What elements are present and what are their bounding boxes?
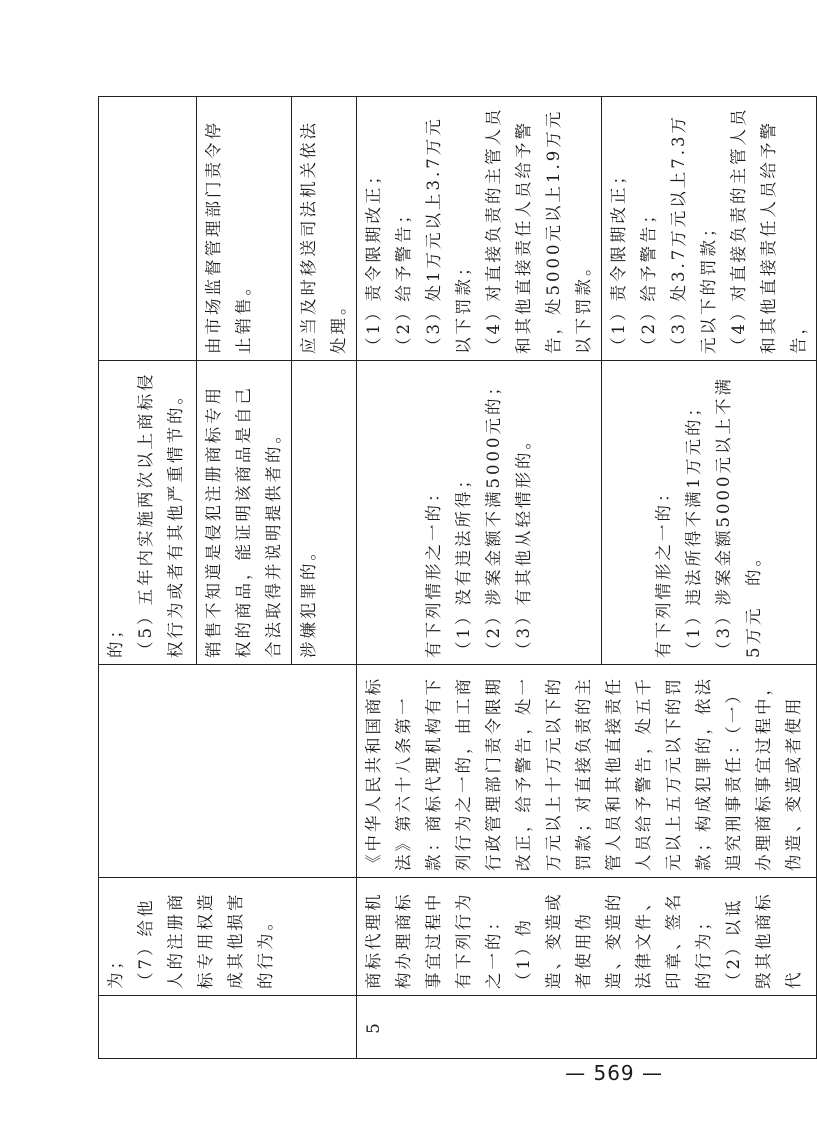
standard-line: （4）对直接负责的主管人员和其他直接责任人员给予警告， — [729, 106, 808, 354]
row-number-cell — [99, 996, 357, 1059]
situation-cell: 涉嫌犯罪的。 — [292, 361, 357, 665]
situation-line: （1）违法所得不满1万元的； — [684, 397, 703, 658]
situation-line: （3）涉案金额5000元以上不满5万元 的。 — [714, 376, 763, 658]
standard-cell: 应当及时移送司法机关依法处理。 — [292, 97, 357, 361]
standard-cell — [357, 97, 602, 361]
behavior-line: （7）给他人的注册商标专用权造成其他损害的行为。 — [136, 891, 275, 989]
legal-basis-cell — [99, 665, 357, 878]
behavior-cell — [99, 878, 357, 996]
row-number-cell: 5 — [357, 996, 817, 1059]
rotated-table-wrapper — [98, 97, 808, 1059]
situation-cell — [357, 361, 602, 665]
situation-cell — [602, 361, 817, 665]
behavior-line: 为； — [106, 950, 125, 989]
situation-line: （3）有其他从轻情形的。 — [514, 430, 533, 658]
standard-line: （2）给予警告； — [639, 204, 658, 354]
standard-cell: 由市场监督管理部门责令停止销售。 — [197, 97, 292, 361]
standard-line: （2）给予警告； — [394, 204, 413, 354]
standard-line: （4）对直接负责的主管人员和其他直接责任人员给予警告，处5000元以上1.9万元以下罚款。 — [484, 106, 593, 354]
behavior-line: （2）以诋毁其他商标代 — [724, 891, 803, 989]
penalty-standard-table — [98, 96, 817, 1059]
standard-line: （1）责令限期改正； — [364, 165, 383, 354]
table-row — [99, 97, 197, 1059]
standard-line: （3）处3.7万元以上7.3万元以下的罚款； — [669, 114, 718, 354]
table-row — [357, 97, 602, 1059]
situation-cell — [99, 361, 197, 665]
situation-line: 有下列情形之一的： — [424, 482, 443, 658]
situation-line: （5）五年内实施两次以上商标侵权行为或者有其他严重情节的。 — [136, 371, 185, 658]
behavior-line: （1）伪造、变造或者使用伪造、变造的法律文件、印章、签名的行为； — [514, 891, 713, 989]
situation-line: 有下列情形之一的： — [654, 482, 673, 658]
standard-cell — [99, 97, 197, 361]
behavior-line: 商标代理机构办理商标事宜过程中有下列行为之一的： — [364, 891, 503, 989]
legal-basis-cell: 《中华人民共和国商标法》第六十八条第一款：商标代理机构有下列行为之一的，由工商行政管理部门责令限期改正，给予警告，处一万元以上十万元以下的罚款；对直接负责的主管人员和其他直接责任人员给予警告，处五千元以上五万元以下的罚款；构成犯罪的，依法追究刑事责任：（一）办理商标事宜过程中，伪造、变造或者使用 — [357, 665, 817, 878]
situation-line: （2）涉案金额不满5000元的； — [484, 376, 503, 658]
standard-line: （1）责令限期改正； — [609, 165, 628, 354]
standard-cell — [602, 97, 817, 361]
page-number: — 569 — — [565, 1061, 663, 1085]
situation-line: （1）没有违法所得； — [454, 469, 473, 658]
standard-line: （3）处1万元以上3.7万元以下罚款； — [424, 116, 473, 354]
behavior-cell — [357, 878, 817, 996]
situation-cell: 销售不知道是侵犯注册商标专用权的商品，能证明该商品是自己合法取得并说明提供者的。 — [197, 361, 292, 665]
situation-line: 的； — [106, 619, 125, 658]
